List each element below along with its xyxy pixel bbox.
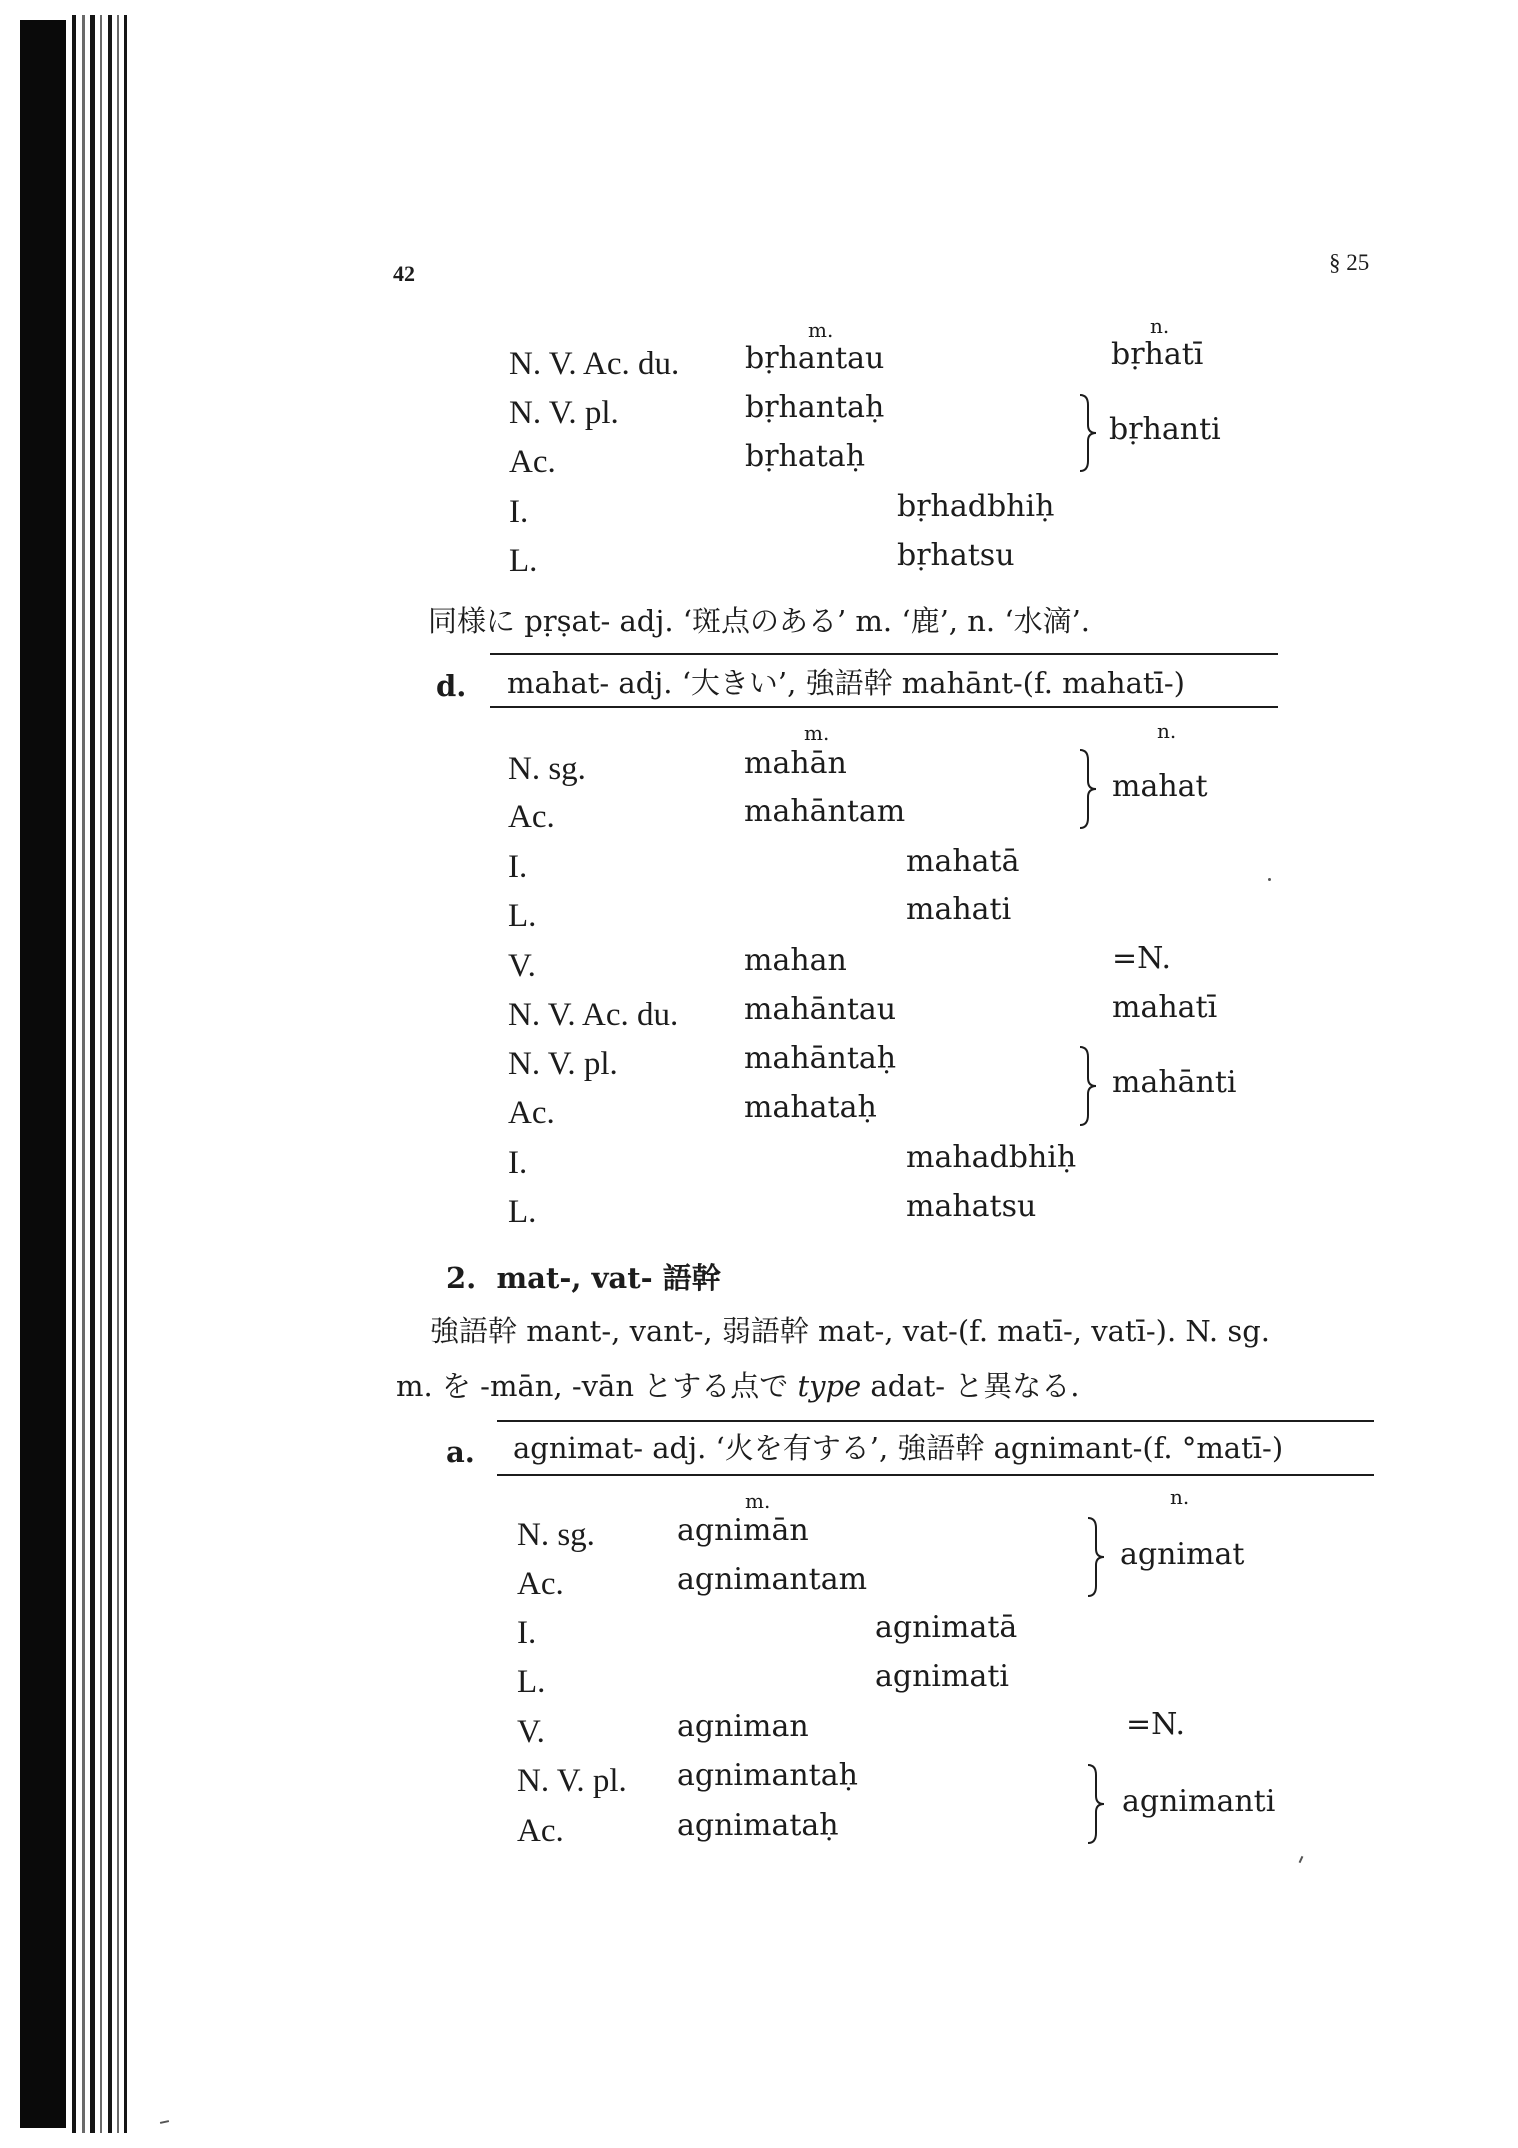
section-heading (446, 1261, 721, 1295)
rule-line (497, 1474, 1374, 1476)
similar-note: 同様に pṛṣat- adj. ‘斑点のある’ m. ‘鹿’, n. ‘水滴’. (428, 604, 1091, 638)
case-label: I. (508, 1145, 528, 1181)
case-label: Ac. (517, 1566, 564, 1602)
section-heading-text: mat-, vat- (496, 1261, 653, 1295)
brace-icon (1077, 748, 1099, 830)
case-label: I. (517, 1615, 537, 1651)
form-masculine: mahān (744, 746, 847, 781)
form-masculine: mahan (744, 943, 847, 978)
form-neuter: =N. (1126, 1707, 1186, 1742)
form-masculine: agniman (677, 1709, 809, 1744)
scan-speck (1299, 1856, 1304, 1863)
form-common: mahatsu (906, 1189, 1037, 1224)
form-masculine: agnimantaḥ (677, 1758, 858, 1793)
case-label: V. (508, 948, 536, 984)
case-label: N. V. pl. (517, 1763, 627, 1799)
form-neuter: mahānti (1112, 1065, 1237, 1100)
brace-icon (1077, 393, 1099, 473)
form-common: mahatā (906, 844, 1020, 879)
section-reference: § 25 (1329, 250, 1370, 275)
column-label-neuter: n. (1170, 1485, 1190, 1509)
form-masculine: agnimantam (677, 1562, 868, 1597)
column-label-neuter: n. (1157, 719, 1177, 743)
form-masculine: mahāntam (744, 794, 906, 829)
block-marker: d. (436, 669, 467, 703)
case-label: N. V. Ac. du. (509, 346, 680, 382)
case-label: N. V. Ac. du. (508, 997, 679, 1033)
paragraph-text: m. を -mān, -vān とする点で (396, 1369, 798, 1403)
case-label: Ac. (509, 444, 556, 480)
paragraph-italic-term: type (797, 1369, 862, 1403)
case-label: L. (508, 898, 537, 934)
scan-speck (160, 2120, 169, 2124)
section-heading-jp: 語幹 (662, 1261, 721, 1295)
form-common: agnimatā (875, 1610, 1018, 1645)
form-common: agnimati (875, 1659, 1009, 1694)
rule-line (490, 706, 1278, 708)
case-label: N. V. pl. (508, 1046, 618, 1082)
block-title: agnimat- adj. ‘火を有する’, 強語幹 agnimant-(f. °matī-) (513, 1431, 1284, 1465)
scan-speck (1268, 878, 1271, 881)
case-label: I. (509, 494, 529, 530)
brace-icon (1085, 1763, 1107, 1845)
case-label: L. (517, 1664, 546, 1700)
form-common: bṛhadbhiḥ (897, 489, 1055, 524)
form-masculine: bṛhantaḥ (745, 390, 885, 425)
case-label: N. sg. (508, 751, 586, 787)
block-title: mahat- adj. ‘大きい’, 強語幹 mahānt-(f. mahatī-) (507, 666, 1185, 700)
form-masculine: mahataḥ (744, 1090, 877, 1125)
form-masculine: agnimān (677, 1513, 809, 1548)
form-common: mahadbhiḥ (906, 1140, 1077, 1175)
form-neuter: mahat (1112, 769, 1208, 804)
form-neuter: bṛhanti (1109, 412, 1221, 447)
paragraph-text: adat- と異なる. (861, 1369, 1080, 1403)
form-common: mahati (906, 892, 1012, 927)
brace-icon (1077, 1045, 1099, 1127)
form-neuter: mahatī (1112, 990, 1218, 1025)
case-label: N. sg. (517, 1517, 595, 1553)
paragraph-line: 強語幹 mant-, vant-, 弱語幹 mat-, vat-(f. matī-, vatī-). N. sg. (430, 1314, 1271, 1348)
form-neuter: agnimat (1120, 1537, 1245, 1572)
form-masculine: bṛhantau (745, 341, 885, 376)
form-neuter: bṛhatī (1111, 337, 1204, 372)
column-label-masculine: m. (804, 721, 830, 745)
form-masculine: bṛhataḥ (745, 439, 866, 474)
case-label: L. (509, 543, 538, 579)
column-label-masculine: m. (808, 318, 834, 342)
page-number: 42 (393, 261, 415, 286)
case-label: V. (517, 1714, 545, 1750)
rule-line (490, 653, 1278, 655)
form-neuter: agnimanti (1122, 1784, 1276, 1819)
form-masculine: mahāntau (744, 992, 897, 1027)
section-number: 2. (446, 1261, 477, 1295)
case-label: N. V. pl. (509, 395, 619, 431)
form-masculine: agnimataḥ (677, 1808, 839, 1843)
case-label: Ac. (517, 1813, 564, 1849)
brace-icon (1085, 1516, 1107, 1598)
case-label: Ac. (508, 1095, 555, 1131)
binding-edge (0, 0, 130, 2148)
form-common: bṛhatsu (897, 538, 1015, 573)
column-label-masculine: m. (745, 1489, 771, 1513)
block-marker: a. (446, 1435, 475, 1469)
form-masculine: mahāntaḥ (744, 1041, 897, 1076)
paragraph-line (396, 1369, 1080, 1403)
case-label: L. (508, 1194, 537, 1230)
form-neuter: =N. (1112, 941, 1172, 976)
case-label: Ac. (508, 799, 555, 835)
column-label-neuter: n. (1150, 314, 1170, 338)
rule-line (497, 1420, 1374, 1422)
case-label: I. (508, 849, 528, 885)
